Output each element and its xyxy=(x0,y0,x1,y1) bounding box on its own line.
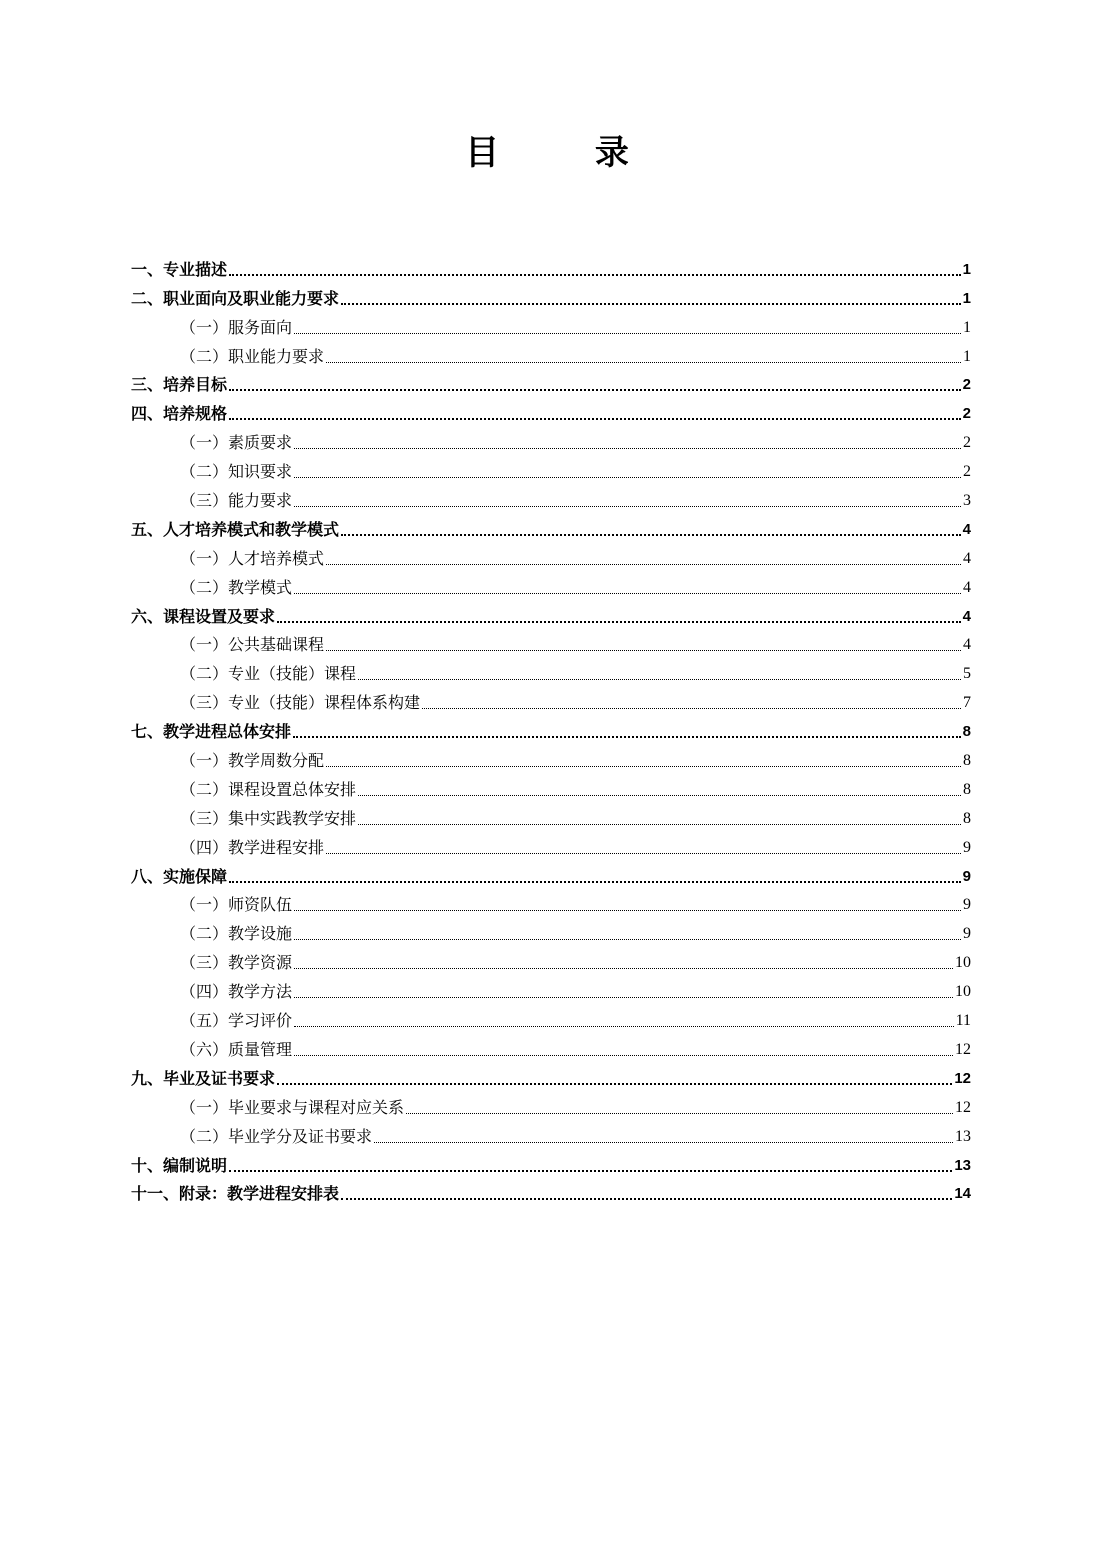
toc-subsection-entry[interactable] xyxy=(131,1006,971,1035)
toc-section-entry[interactable] xyxy=(131,399,971,428)
toc-entry-label: （二）课程设置总体安排 xyxy=(180,779,357,799)
toc-subsection-entry[interactable] xyxy=(131,544,971,573)
toc-entry-label: （一）公共基础课程 xyxy=(180,635,325,655)
toc-entry-label: （三）专业（技能）课程体系构建 xyxy=(180,693,421,713)
toc-dot-leader xyxy=(374,1142,953,1143)
toc-page-number: 1 xyxy=(963,347,971,365)
toc-page-number: 9 xyxy=(962,867,971,885)
toc-page-number: 7 xyxy=(963,694,971,712)
toc-page-number: 1 xyxy=(963,318,971,336)
toc-entry-label: 九、毕业及证书要求 xyxy=(131,1068,276,1088)
toc-entry-label: （六）质量管理 xyxy=(180,1039,293,1059)
toc-entry-label: 十、编制说明 xyxy=(131,1155,228,1175)
toc-dot-leader xyxy=(277,1083,952,1085)
toc-subsection-entry[interactable] xyxy=(131,1093,971,1122)
toc-page-number: 9 xyxy=(963,838,971,856)
toc-dot-leader xyxy=(341,534,961,536)
toc-subsection-entry[interactable] xyxy=(131,746,971,775)
toc-page-number: 4 xyxy=(963,636,971,654)
toc-dot-leader xyxy=(294,477,961,478)
toc-page-number: 8 xyxy=(962,723,971,741)
toc-page-number: 4 xyxy=(962,520,971,538)
toc-dot-leader xyxy=(229,1170,952,1172)
toc-section-entry[interactable] xyxy=(131,1151,971,1180)
toc-subsection-entry[interactable] xyxy=(131,977,971,1006)
toc-page-number: 13 xyxy=(955,1127,971,1145)
toc-subsection-entry[interactable] xyxy=(131,313,971,342)
toc-entry-label: （三）能力要求 xyxy=(180,491,293,511)
toc-subsection-entry[interactable] xyxy=(131,486,971,515)
toc-entry-label: （二）教学设施 xyxy=(180,924,293,944)
toc-subsection-entry[interactable] xyxy=(131,428,971,457)
toc-dot-leader xyxy=(326,766,961,767)
toc-dot-leader xyxy=(229,274,961,276)
toc-entry-label: （二）知识要求 xyxy=(180,462,293,482)
toc-page-number: 12 xyxy=(954,1069,971,1087)
toc-section-entry[interactable] xyxy=(131,602,971,631)
toc-section-entry[interactable] xyxy=(131,862,971,891)
toc-entry-label: （二）教学模式 xyxy=(180,577,293,597)
toc-dot-leader xyxy=(294,968,953,969)
toc-dot-leader xyxy=(277,621,961,623)
toc-page-number: 2 xyxy=(963,434,971,452)
toc-dot-leader xyxy=(294,1026,954,1027)
toc-subsection-entry[interactable] xyxy=(131,659,971,688)
toc-dot-leader xyxy=(294,1055,953,1056)
toc-entry-label: （一）素质要求 xyxy=(180,433,293,453)
page-title: 目 录 xyxy=(465,133,671,173)
toc-entry-label: （二）专业（技能）课程 xyxy=(180,664,357,684)
toc-entry-label: （二）毕业学分及证书要求 xyxy=(180,1126,373,1146)
toc-subsection-entry[interactable] xyxy=(131,573,971,602)
toc-page-number: 8 xyxy=(963,752,971,770)
toc-page-number: 9 xyxy=(963,925,971,943)
toc-dot-leader xyxy=(294,448,961,449)
toc-dot-leader xyxy=(422,708,961,709)
toc-entry-label: 一、专业描述 xyxy=(131,259,228,279)
toc-subsection-entry[interactable] xyxy=(131,919,971,948)
toc-subsection-entry[interactable] xyxy=(131,775,971,804)
toc-section-entry[interactable] xyxy=(131,717,971,746)
toc-page-number: 8 xyxy=(963,809,971,827)
toc-page-number: 13 xyxy=(954,1156,971,1174)
toc-entry-label: 三、培养目标 xyxy=(131,375,228,395)
toc-entry-label: （一）教学周数分配 xyxy=(180,751,325,771)
toc-entry-label: （一）服务面向 xyxy=(180,317,293,337)
toc-dot-leader xyxy=(294,997,953,998)
toc-entry-label: （五）学习评价 xyxy=(180,1011,293,1031)
toc-page-number: 1 xyxy=(962,289,971,307)
toc-page-number: 5 xyxy=(963,665,971,683)
toc-entry-label: （一）师资队伍 xyxy=(180,895,293,915)
toc-dot-leader xyxy=(229,881,961,883)
toc-dot-leader xyxy=(294,593,961,594)
toc-page-number: 4 xyxy=(963,578,971,596)
toc-page-number: 9 xyxy=(963,896,971,914)
toc-subsection-entry[interactable] xyxy=(131,457,971,486)
toc-entry-label: （二）职业能力要求 xyxy=(180,346,325,366)
toc-entry-label: 八、实施保障 xyxy=(131,866,228,886)
toc-page-number: 4 xyxy=(963,549,971,567)
toc-subsection-entry[interactable] xyxy=(131,804,971,833)
toc-subsection-entry[interactable] xyxy=(131,1122,971,1151)
toc-entry-label: （四）教学方法 xyxy=(180,982,293,1002)
toc-page-number: 2 xyxy=(962,405,971,423)
toc-dot-leader xyxy=(294,939,961,940)
toc-dot-leader xyxy=(326,650,961,651)
toc-page-number: 14 xyxy=(954,1185,971,1203)
toc-entry-label: （一）毕业要求与课程对应关系 xyxy=(180,1097,405,1117)
toc-dot-leader xyxy=(229,389,961,391)
toc-subsection-entry[interactable] xyxy=(131,1035,971,1064)
toc-dot-leader xyxy=(229,418,961,420)
toc-entry-label: 六、课程设置及要求 xyxy=(131,606,276,626)
toc-page-number: 2 xyxy=(963,463,971,481)
toc-page-number: 8 xyxy=(963,780,971,798)
toc-dot-leader xyxy=(358,824,961,825)
toc-entry-label: （三）集中实践教学安排 xyxy=(180,808,357,828)
toc-subsection-entry[interactable] xyxy=(131,631,971,660)
toc-entry-label: （三）教学资源 xyxy=(180,953,293,973)
toc-section-entry[interactable] xyxy=(131,255,971,284)
toc-dot-leader xyxy=(341,303,961,305)
toc-entry-label: （一）人才培养模式 xyxy=(180,548,325,568)
toc-page-number: 11 xyxy=(955,1012,971,1030)
toc-entry-label: 二、职业面向及职业能力要求 xyxy=(131,288,340,308)
toc-dot-leader xyxy=(358,679,961,680)
toc-subsection-entry[interactable] xyxy=(131,342,971,371)
toc-dot-leader xyxy=(326,362,961,363)
toc-subsection-entry[interactable] xyxy=(131,688,971,717)
toc-subsection-entry[interactable] xyxy=(131,833,971,862)
toc-page-number: 12 xyxy=(955,1040,971,1058)
toc-section-entry[interactable] xyxy=(131,371,971,400)
toc-dot-leader xyxy=(341,1198,952,1200)
toc-dot-leader xyxy=(326,853,961,854)
toc-entry-label: 七、教学进程总体安排 xyxy=(131,722,292,742)
toc-page-number: 4 xyxy=(962,607,971,625)
toc-entry-label: 四、培养规格 xyxy=(131,404,228,424)
toc-page-number: 1 xyxy=(962,260,971,278)
toc-dot-leader xyxy=(294,333,961,334)
table-of-contents xyxy=(131,255,971,1208)
toc-subsection-entry[interactable] xyxy=(131,891,971,920)
toc-page-number: 2 xyxy=(962,376,971,394)
toc-entry-label: 五、人才培养模式和教学模式 xyxy=(131,519,340,539)
toc-entry-label: 十一、附录：教学进程安排表 xyxy=(131,1184,340,1204)
toc-dot-leader xyxy=(406,1113,953,1114)
toc-section-entry[interactable] xyxy=(131,515,971,544)
toc-subsection-entry[interactable] xyxy=(131,948,971,977)
toc-section-entry[interactable] xyxy=(131,1180,971,1209)
toc-section-entry[interactable] xyxy=(131,284,971,313)
toc-dot-leader xyxy=(294,910,961,911)
toc-dot-leader xyxy=(294,506,961,507)
toc-page-number: 10 xyxy=(955,954,971,972)
toc-dot-leader xyxy=(358,795,961,796)
toc-dot-leader xyxy=(293,736,961,738)
toc-page-number: 10 xyxy=(955,983,971,1001)
toc-entry-label: （四）教学进程安排 xyxy=(180,837,325,857)
toc-page-number: 3 xyxy=(963,492,971,510)
toc-section-entry[interactable] xyxy=(131,1064,971,1093)
toc-dot-leader xyxy=(326,564,961,565)
toc-page-number: 12 xyxy=(955,1098,971,1116)
